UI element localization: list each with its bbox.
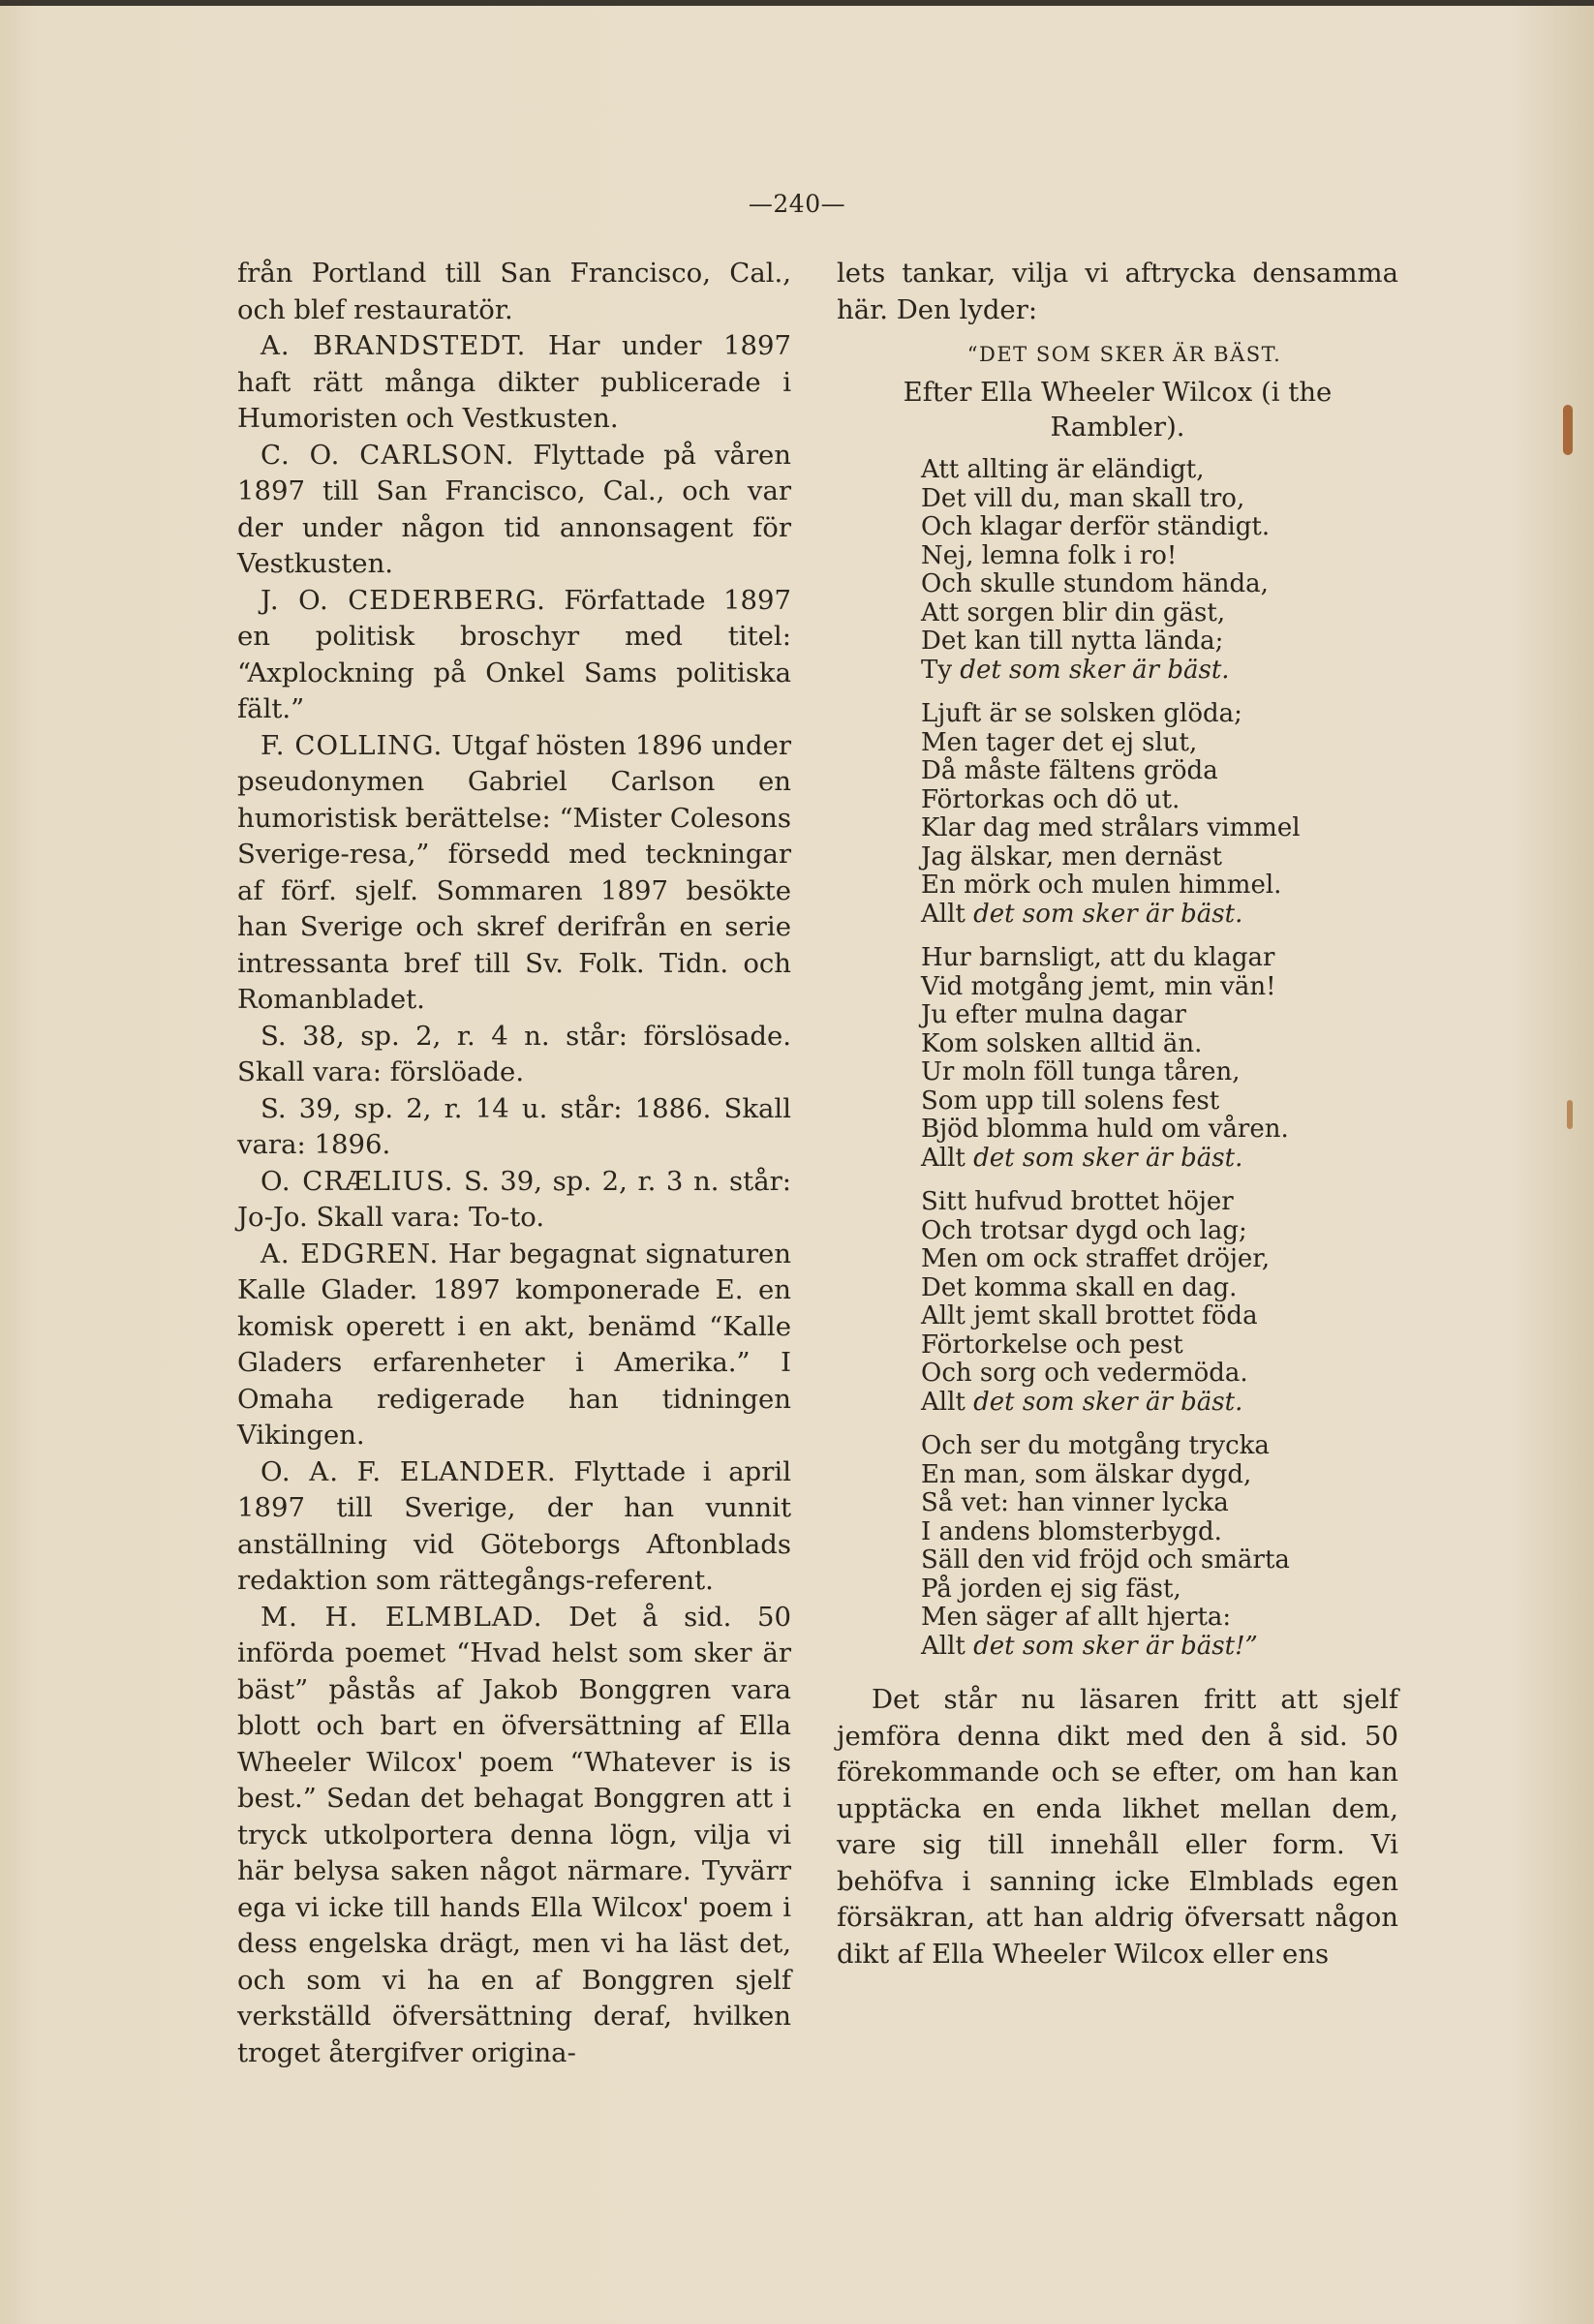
entry-paragraph [237,256,791,328]
entry-text: S. 39, sp. 2, r. 3 n. står: Jo-Jo. Skall vara: To-to. [237,1165,792,1233]
entry-paragraph [237,583,791,728]
margin-stain [1563,405,1573,455]
poem-line: Kom solsken alltid än. [921,1028,1203,1058]
poem-line: Ju efter mulna dagar [921,1000,1186,1029]
refrain-prefix: Allt [921,1143,974,1173]
poem-line: Så vet: han vinner lycka [921,1488,1229,1517]
entry-text: Det å sid. 50 införda poemet “Hvad helst som sker är bäst” påstås af Jakob Bonggren vara blott och bart en öfversättning af Ella Wheeler Wilcox' poem “Whatever is is best.” Sedan det behagat Bonggren att i tryck utkolportera denna lögn, vilja vi här belysa saken något närmare. Tyvärr ega vi icke till hands Ella Wilcox' poem i dess engelska drägt, men vi ha läst det, och som vi ha en af Bonggren sjelf verkställd öfversättning deraf, hvilken troget återgifver origina- [237,1601,791,2068]
margin-stain [1567,1100,1573,1129]
page-number: —240— [748,190,846,218]
poem-stanza [921,456,1398,685]
entry-name: M. H. ELMBLAD. [261,1601,543,1633]
entry-text: Flyttade i april 1897 till Sverige, der han vunnit anställning vid Göteborgs Aftonblads redaktion som rättegångs-referent. [237,1455,792,1596]
entry-name: J. O. CEDERBERG. [261,584,546,616]
poem-line: Bjöd blomma huld om våren. [921,1115,1289,1144]
entry-paragraph [237,1091,791,1164]
poem-line: På jorden ej sig fäst, [921,1574,1181,1604]
entry-paragraph [237,1600,791,2072]
poem-line: Ljuft är se solsken glöda; [921,699,1242,728]
poem-refrain-line [921,657,1398,686]
poem-line: Men om ock straffet dröjer, [921,1244,1271,1273]
entry-text: Utgaf hösten 1896 under pseudonymen Gabriel Carlson en humoristisk berättelse: “Mister Colesons Sverige-resa,” försedd med teckningar af förf. sjelf. Sommaren 1897 besökte han Sverige och skref derifrån en serie intressanta bref till Sv. Folk. Tidn. och Romanbladet. [237,729,792,1015]
entry-name: A. BRANDSTEDT. [261,330,527,361]
poem-refrain-line [921,1145,1398,1174]
refrain-prefix: Allt [921,1631,974,1661]
poem-stanza [921,700,1398,929]
poem-line: Förtorkelse och pest [921,1330,1183,1360]
poem-title: “DET SOM SKER ÄR BÄST. [966,343,1282,366]
right-column-intro: lets tankar, vilja vi aftrycka densamma här. Den lyder: [837,258,1398,325]
poem-line: Vid motgång jemt, min vän! [921,971,1276,1001]
entry-name: O. A. F. ELANDER. [261,1455,557,1487]
poem-line: Jag älskar, men dernäst [921,841,1222,872]
entry-paragraph [237,438,791,583]
refrain-italic: det som sker är bäst. [973,1387,1243,1417]
poem-line: Och trotsar dygd och lag; [921,1215,1247,1245]
entry-text: S. 38, sp. 2, r. 4 n. står: förslösade. Skall vara: förslöade. [237,1020,791,1087]
top-edge [0,0,1594,6]
refrain-prefix: Allt [921,1387,974,1417]
poem-line: En mörk och mulen himmel. [921,871,1282,900]
entry-paragraph [237,1019,791,1091]
left-column [237,256,791,2071]
entry-text: Har under 1897 haft rätt många dikter publicerade i Humoristen och Vestkusten. [237,330,791,434]
poem-refrain-line [921,901,1398,930]
refrain-italic: det som sker är bäst!” [973,1631,1258,1661]
entry-paragraph [237,728,791,1019]
poem-refrain-line [921,1389,1398,1418]
poem-line: Det kan till nytta lända; [921,627,1224,656]
poem-line: Och skulle stundom hända, [921,569,1269,598]
poem-line: En man, som älskar dygd, [921,1459,1252,1489]
entry-text: Flyttade på våren 1897 till San Francisco, Cal., och var der under någon tid annonsagent för Vestkusten. [237,439,791,579]
entry-text: Har begagnat signaturen Kalle Glader. 1897 komponerade E. en komisk operett i en akt, benämd “Kalle Gladers erfarenheter i Amerika.” I Omaha redigerade han tidningen Vikingen. [237,1238,791,1451]
entry-paragraph [237,328,791,438]
poem-line: Men tager det ej slut, [921,727,1198,757]
poem-line: Det komma skall en dag. [921,1272,1238,1302]
poem-stanza [921,1188,1398,1417]
poem-line: Det vill du, man skall tro, [921,483,1245,513]
poem-line: I andens blomsterbygd. [921,1516,1222,1546]
entry-name: O. CRÆLIUS. [261,1165,454,1197]
poem-attribution: Efter Ella Wheeler Wilcox (i the Rambler). [903,377,1333,443]
right-column [837,256,1398,1972]
entry-text: Författade 1897 en politisk broschyr med titel: “Axplockning på Onkel Sams politiska fält.” [237,584,791,724]
entry-paragraph [237,1454,791,1600]
poem-line: Ur moln föll tunga tåren, [921,1057,1241,1086]
poem-line: Att allting är eländigt, [921,455,1205,484]
refrain-prefix: Allt [921,899,974,929]
poem-stanza [921,944,1398,1173]
poem-line: Förtorkas och dö ut. [921,784,1180,814]
closing-paragraph: Det står nu läsaren fritt att sjelf jemföra denna dikt med den å sid. 50 förekommande och se efter, om han kan upptäcka en enda likhet mellan dem, vare sig till innehåll eller form. Vi behöfva i sanning icke Elmblads egen försäkran, att han aldrig öfversatt någon dikt af Ella Wheeler Wilcox eller ens [837,1684,1398,1970]
poem [837,456,1398,1661]
poem-refrain-line [921,1633,1398,1662]
refrain-italic: det som sker är bäst. [973,1143,1243,1173]
poem-line: Klar dag med strålars vimmel [921,813,1301,842]
poem-line: Allt jemt skall brottet föda [921,1301,1258,1330]
poem-line: Att sorgen blir din gäst, [921,597,1226,627]
entry-paragraph [237,1237,791,1454]
poem-line: Nej, lemna folk i ro! [921,540,1178,570]
refrain-prefix: Ty [921,655,961,685]
poem-line: Hur barnsligt, att du klagar [921,943,1275,972]
poem-line: Sitt hufvud brottet höjer [921,1187,1234,1216]
poem-line: Men säger af allt hjerta: [921,1603,1232,1632]
refrain-italic: det som sker är bäst. [960,655,1230,685]
entry-name: F. COLLING. [261,729,444,761]
poem-stanza [921,1432,1398,1661]
entry-text: från Portland till San Francisco, Cal., och blef restauratör. [237,258,791,325]
poem-line: Och ser du motgång trycka [921,1431,1270,1460]
poem-line: Och klagar derför ständigt. [921,512,1271,541]
poem-line: Som upp till solens fest [921,1086,1220,1116]
refrain-italic: det som sker är bäst. [973,899,1243,929]
poem-line: Och sorg och vedermöda. [921,1359,1248,1388]
entry-paragraph [237,1164,791,1237]
poem-line: Säll den vid fröjd och smärta [921,1545,1290,1575]
poem-line: Då måste fältens gröda [921,756,1218,785]
entry-text: S. 39, sp. 2, r. 14 u. står: 1886. Skall vara: 1896. [237,1092,791,1160]
entry-name: C. O. CARLSON. [261,439,515,471]
entry-name: A. EDGREN. [261,1238,440,1269]
